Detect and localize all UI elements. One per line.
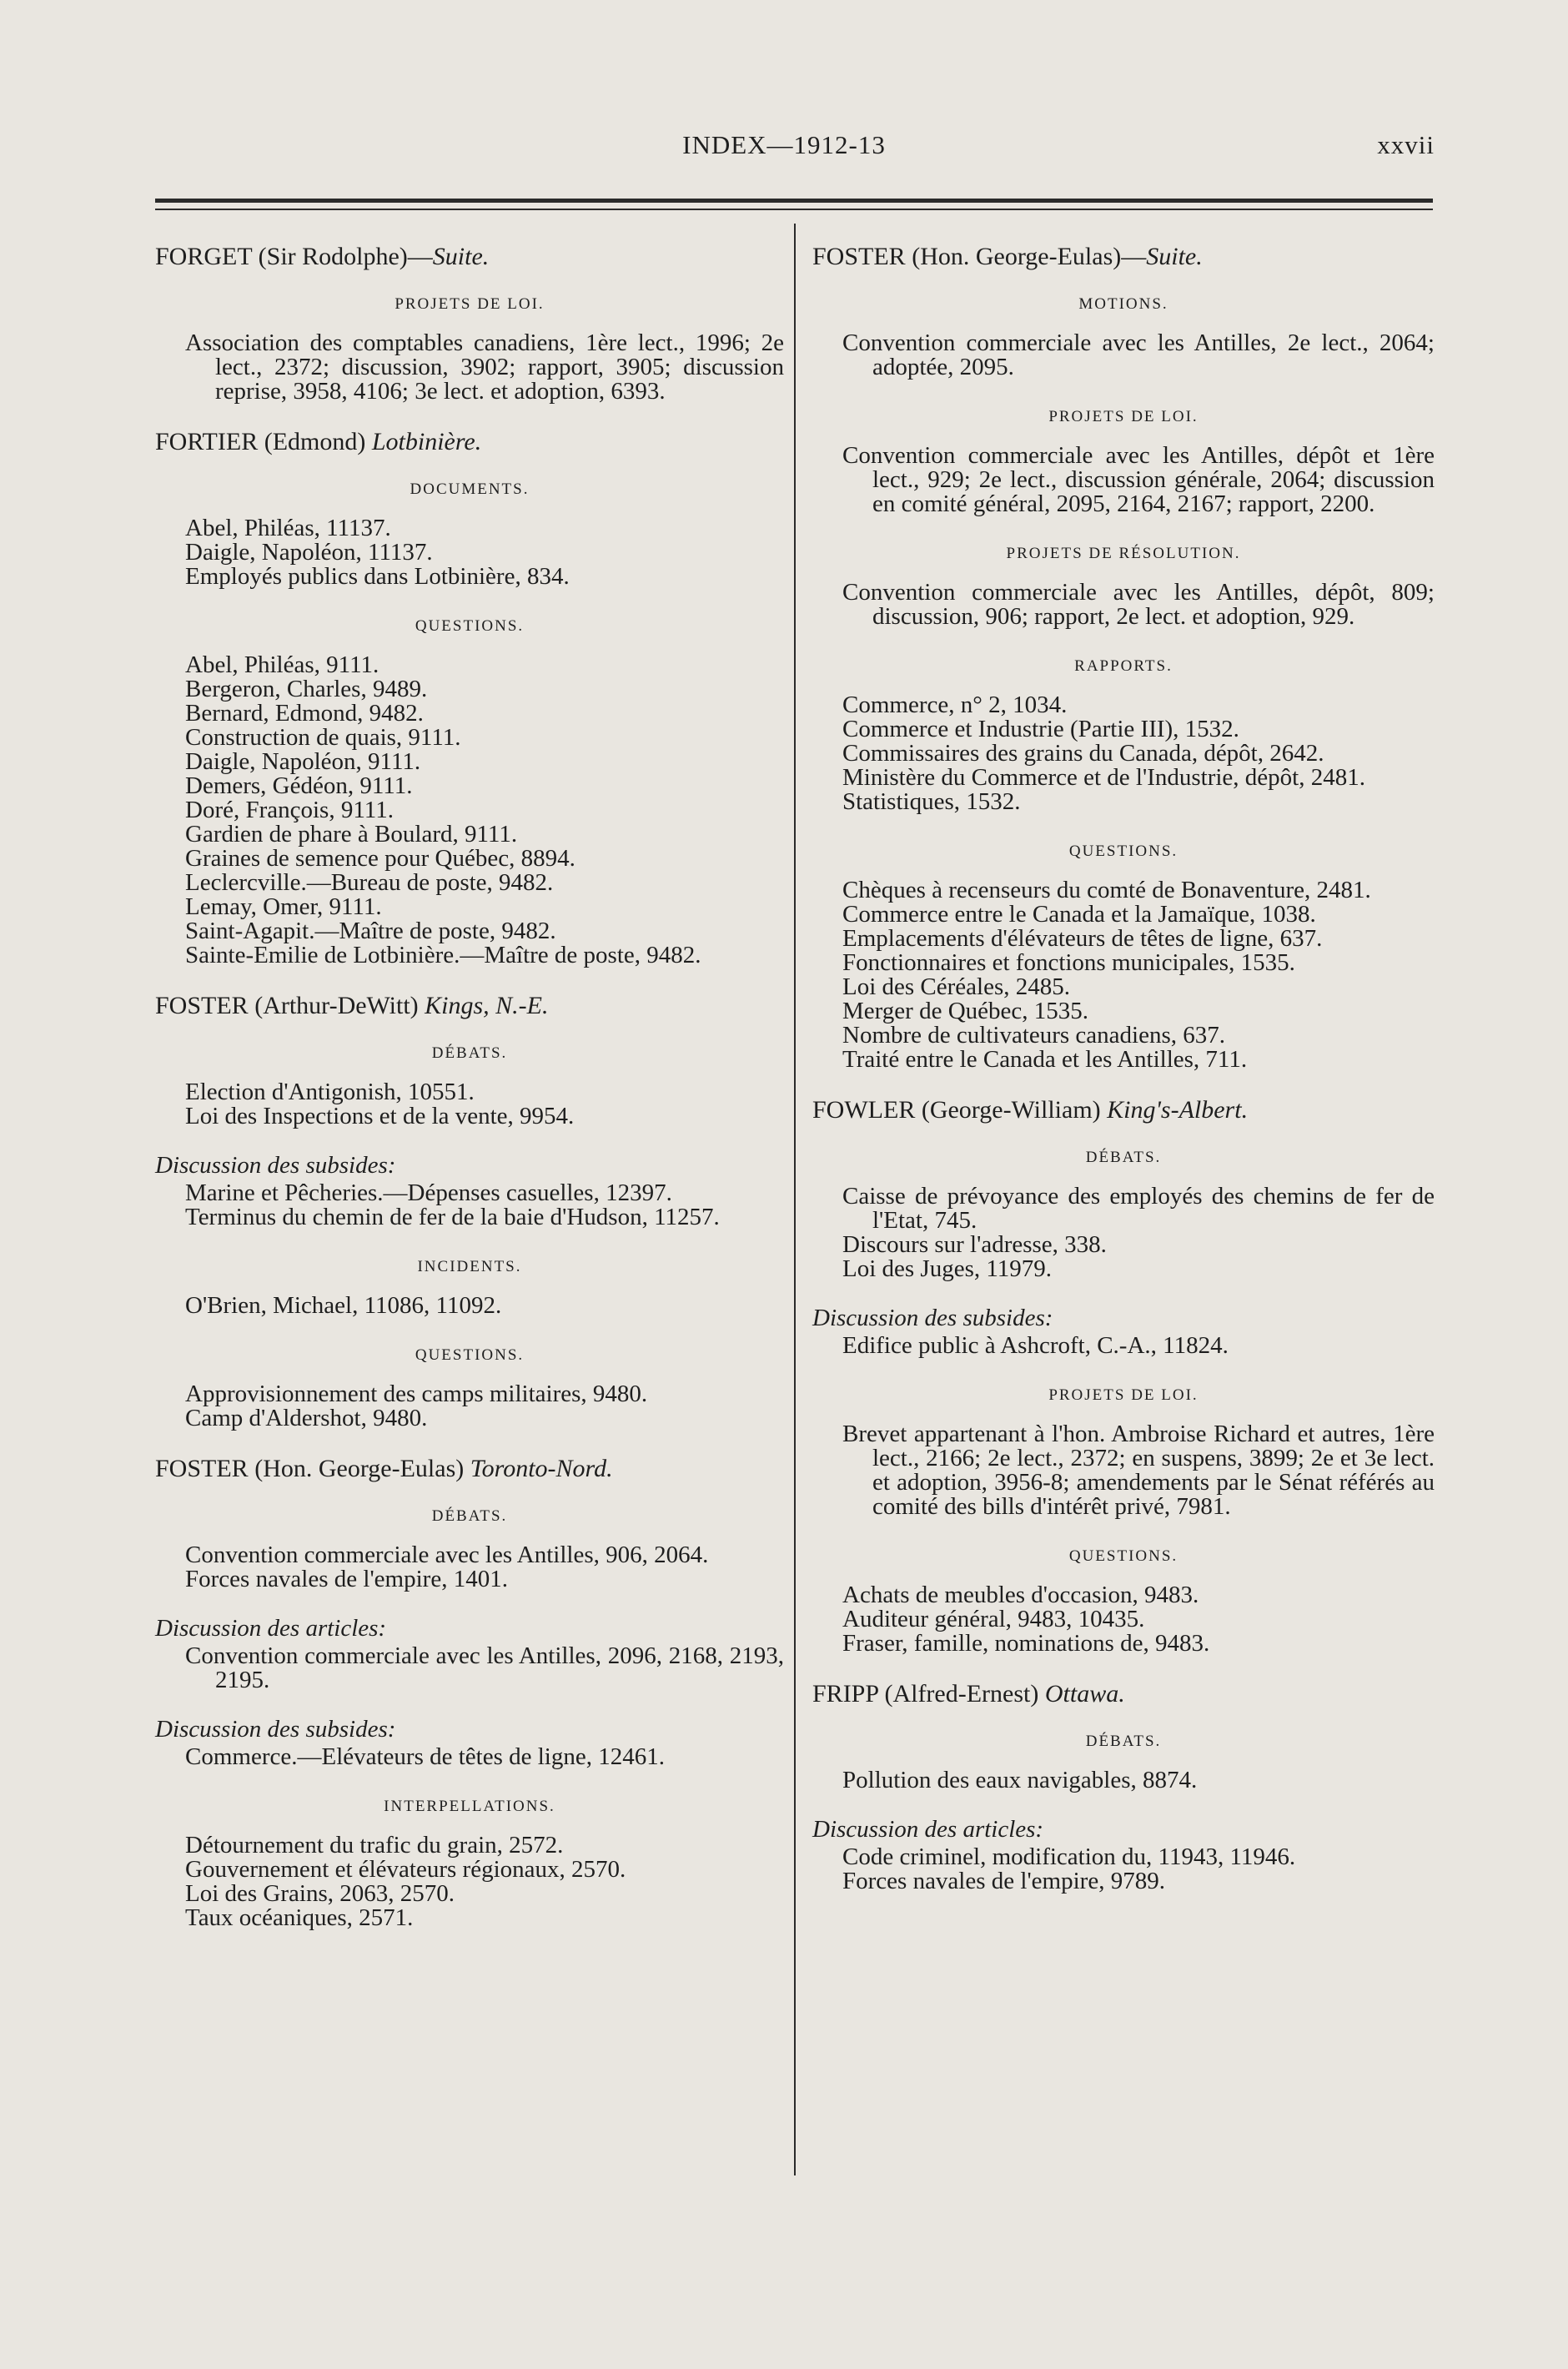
index-item: Bernard, Edmond, 9482. <box>185 700 424 727</box>
item-list <box>185 1181 784 1230</box>
subsection-label: Discussion des subsides: <box>812 1305 1053 1331</box>
page-title: INDEX—1912-13 <box>682 130 886 159</box>
item-list <box>842 331 1435 380</box>
item-list <box>185 653 784 968</box>
entry-heading <box>812 244 1435 270</box>
entry-name: FOWLER <box>812 1096 916 1124</box>
index-item: Nombre de cultivateurs canadiens, 637. <box>842 1022 1226 1049</box>
entry-name: FRIPP <box>812 1680 878 1708</box>
index-item: Gouvernement et élévateurs régionaux, 2570. <box>185 1856 626 1883</box>
index-item: Doré, François, 9111. <box>185 797 394 823</box>
index-item: Détournement du trafic du grain, 2572. <box>185 1832 564 1858</box>
entry-heading <box>812 1097 1435 1124</box>
index-item: Daigle, Napoléon, 9111. <box>185 748 421 775</box>
item-list <box>185 1833 784 1930</box>
subsection-label: Discussion des subsides: <box>155 1716 396 1743</box>
section-label: PROJETS DE LOI. <box>1048 408 1199 425</box>
index-item: Convention commerciale avec les Antilles, 2096, 2168, 2193, 2195. <box>185 1642 784 1693</box>
index-item: Election d'Antigonish, 10551. <box>185 1079 475 1105</box>
index-item: Camp d'Aldershot, 9480. <box>185 1405 428 1431</box>
index-item: Edifice public à Ashcroft, C.-A., 11824. <box>842 1332 1229 1359</box>
entry-heading <box>155 429 784 455</box>
item-list <box>842 1422 1435 1519</box>
item-list <box>842 878 1435 1072</box>
index-item: Auditeur général, 9483, 10435. <box>842 1606 1145 1632</box>
section-label: RAPPORTS. <box>1074 657 1173 675</box>
index-item: Abel, Philéas, 11137. <box>185 515 391 541</box>
entry-heading <box>155 1456 784 1482</box>
item-list <box>842 1845 1435 1894</box>
item-list <box>185 1080 784 1129</box>
header-rule-thick <box>155 199 1433 203</box>
index-item: Pollution des eaux navigables, 8874. <box>842 1767 1198 1793</box>
index-item: Marine et Pêcheries.—Dépenses casuelles, 12397. <box>185 1179 672 1206</box>
entry-riding: Toronto-Nord. <box>470 1455 613 1482</box>
index-item: Commissaires des grains du Canada, dépôt, 2642. <box>842 740 1324 767</box>
section-label: MOTIONS. <box>1078 295 1168 313</box>
entry-description: (Edmond) <box>258 428 372 455</box>
item-list <box>185 516 784 589</box>
item-list <box>842 693 1435 814</box>
entry-name: FOSTER <box>812 243 906 270</box>
index-item: Convention commerciale avec les Antilles, dépôt, 809; discussion, 906; rapport, 2e lect. et adoption, 929. <box>842 579 1435 630</box>
item-list <box>842 1583 1435 1656</box>
index-item: Loi des Inspections et de la vente, 9954. <box>185 1103 575 1129</box>
index-entry <box>155 244 784 404</box>
subsection-label: Discussion des subsides: <box>155 1152 396 1179</box>
section-label: DÉBATS. <box>1085 1733 1162 1750</box>
section-label: DOCUMENTS. <box>410 480 530 498</box>
index-entry <box>812 1681 1435 1894</box>
item-list <box>185 1644 784 1693</box>
left-column <box>155 244 784 1955</box>
index-item: Achats de meubles d'occasion, 9483. <box>842 1582 1199 1608</box>
section-label: INTERPELLATIONS. <box>384 1798 555 1815</box>
index-item: Saint-Agapit.—Maître de poste, 9482. <box>185 918 556 944</box>
entry-riding: Suite. <box>1146 243 1203 270</box>
section-label: QUESTIONS. <box>1068 842 1179 860</box>
item-list <box>842 1768 1435 1793</box>
index-item: Chèques à recenseurs du comté de Bonaventure, 2481. <box>842 877 1371 903</box>
index-item: Traité entre le Canada et les Antilles, 711. <box>842 1046 1248 1073</box>
index-item: Convention commerciale avec les Antilles, 2e lect., 2064; adoptée, 2095. <box>842 329 1435 380</box>
item-list <box>185 1382 784 1431</box>
index-item: Association des comptables canadiens, 1ère lect., 1996; 2e lect., 2372; discussion, 3902; rapport, 3905; discussion reprise, 3958, 4106; 3e lect. et adoption, 6393. <box>185 329 784 405</box>
entry-description: (Alfred-Ernest) <box>877 1680 1045 1708</box>
index-item: Fraser, famille, nominations de, 9483. <box>842 1630 1210 1657</box>
subsection-label: Discussion des articles: <box>812 1816 1044 1843</box>
item-list <box>185 1745 784 1769</box>
index-item: Forces navales de l'empire, 1401. <box>185 1566 508 1592</box>
section-label: INCIDENTS. <box>417 1258 522 1275</box>
index-item: Commerce, n° 2, 1034. <box>842 692 1068 718</box>
index-item: Fonctionnaires et fonctions municipales, 1535. <box>842 949 1295 976</box>
entry-name: FORGET <box>155 243 253 270</box>
item-list <box>185 1543 784 1592</box>
entry-riding: Kings, N.-E. <box>425 992 549 1019</box>
section-label: PROJETS DE RÉSOLUTION. <box>1006 545 1241 562</box>
index-item: Abel, Philéas, 9111. <box>185 651 379 678</box>
entry-description: (Arthur-DeWitt) <box>248 992 425 1019</box>
index-item: Lemay, Omer, 9111. <box>185 893 382 920</box>
index-item: Brevet appartenant à l'hon. Ambroise Richard et autres, 1ère lect., 2166; 2e lect., 2372; en suspens, 3899; 2e et 3e lect. et adoption, 3956-8; amendements par le Sénat référés au comité des bills d'intérêt privé, 7981. <box>842 1421 1435 1520</box>
running-header <box>0 127 1568 168</box>
index-item: Merger de Québec, 1535. <box>842 998 1088 1024</box>
index-item: Terminus du chemin de fer de la baie d'Hudson, 11257. <box>185 1204 720 1230</box>
index-entry <box>155 429 784 968</box>
index-entry <box>155 993 784 1431</box>
item-list <box>842 444 1435 516</box>
index-item: Graines de semence pour Québec, 8894. <box>185 845 575 872</box>
index-item: Loi des Juges, 11979. <box>842 1255 1053 1282</box>
entry-heading <box>155 993 784 1019</box>
section-label: PROJETS DE LOI. <box>395 295 545 313</box>
index-item: Approvisionnement des camps militaires, 9480. <box>185 1381 648 1407</box>
entry-riding: Lotbinière. <box>371 428 482 455</box>
section-label: DÉBATS. <box>431 1507 508 1525</box>
index-item: Ministère du Commerce et de l'Industrie, dépôt, 2481. <box>842 764 1365 791</box>
entry-name: FOSTER <box>155 992 249 1019</box>
entry-riding: Ottawa. <box>1044 1680 1125 1708</box>
index-item: Loi des Céréales, 2485. <box>842 973 1071 1000</box>
index-item: Forces navales de l'empire, 9789. <box>842 1868 1165 1894</box>
index-entry <box>155 1456 784 1930</box>
entry-heading <box>155 244 784 270</box>
index-item: Demers, Gédéon, 9111. <box>185 772 413 799</box>
section-label: QUESTIONS. <box>1068 1547 1179 1565</box>
index-item: Bergeron, Charles, 9489. <box>185 676 428 702</box>
index-item: Taux océaniques, 2571. <box>185 1904 414 1931</box>
item-list <box>842 1334 1435 1358</box>
section-label: DÉBATS. <box>1085 1149 1162 1166</box>
column-divider <box>794 224 796 2175</box>
index-item: Commerce.—Elévateurs de têtes de ligne, 12461. <box>185 1743 665 1770</box>
section-label: DÉBATS. <box>431 1044 508 1062</box>
index-item: Sainte-Emilie de Lotbinière.—Maître de poste, 9482. <box>185 942 701 968</box>
entry-description: (Hon. George-Eulas)— <box>905 243 1147 270</box>
index-item: Loi des Grains, 2063, 2570. <box>185 1880 455 1907</box>
index-entry <box>812 244 1435 1072</box>
entry-name: FORTIER <box>155 428 259 455</box>
section-label: PROJETS DE LOI. <box>1048 1386 1199 1404</box>
right-column <box>812 244 1435 1919</box>
index-item: Commerce entre le Canada et la Jamaïque, 1038. <box>842 901 1316 928</box>
entry-name: FOSTER <box>155 1455 249 1482</box>
index-item: Caisse de prévoyance des employés des chemins de fer de l'Etat, 745. <box>842 1183 1435 1234</box>
page-number: xxvii <box>1377 130 1435 159</box>
index-item: Employés publics dans Lotbinière, 834. <box>185 563 570 590</box>
entry-riding: Suite. <box>432 243 490 270</box>
index-item: Construction de quais, 9111. <box>185 724 461 751</box>
index-item: Gardien de phare à Boulard, 9111. <box>185 821 518 848</box>
subsection-label: Discussion des articles: <box>155 1615 387 1642</box>
item-list <box>842 1184 1435 1281</box>
item-list <box>185 1294 784 1318</box>
index-item: Convention commerciale avec les Antilles, 906, 2064. <box>185 1542 709 1568</box>
index-item: Leclercville.—Bureau de poste, 9482. <box>185 869 554 896</box>
index-entry <box>812 1097 1435 1656</box>
index-item: Daigle, Napoléon, 11137. <box>185 539 433 566</box>
section-label: QUESTIONS. <box>415 1346 525 1364</box>
entry-description: (George-William) <box>915 1096 1108 1124</box>
index-item: Statistiques, 1532. <box>842 788 1021 815</box>
entry-riding: King's-Albert. <box>1107 1096 1249 1124</box>
item-list <box>842 581 1435 629</box>
index-item: O'Brien, Michael, 11086, 11092. <box>185 1292 502 1319</box>
entry-description: (Sir Rodolphe)— <box>252 243 433 270</box>
section-label: QUESTIONS. <box>415 617 525 635</box>
index-item: Discours sur l'adresse, 338. <box>842 1231 1107 1258</box>
entry-heading <box>812 1681 1435 1708</box>
entry-description: (Hon. George-Eulas) <box>248 1455 470 1482</box>
index-item: Code criminel, modification du, 11943, 11946. <box>842 1843 1296 1870</box>
index-item: Commerce et Industrie (Partie III), 1532. <box>842 716 1239 742</box>
index-item: Emplacements d'élévateurs de têtes de ligne, 637. <box>842 925 1323 952</box>
item-list <box>185 331 784 404</box>
index-item: Convention commerciale avec les Antilles, dépôt et 1ère lect., 929; 2e lect., discussion générale, 2064; discussion en comité général, 2095, 2164, 2167; rapport, 2200. <box>842 442 1435 517</box>
header-rule-thin <box>155 209 1433 210</box>
